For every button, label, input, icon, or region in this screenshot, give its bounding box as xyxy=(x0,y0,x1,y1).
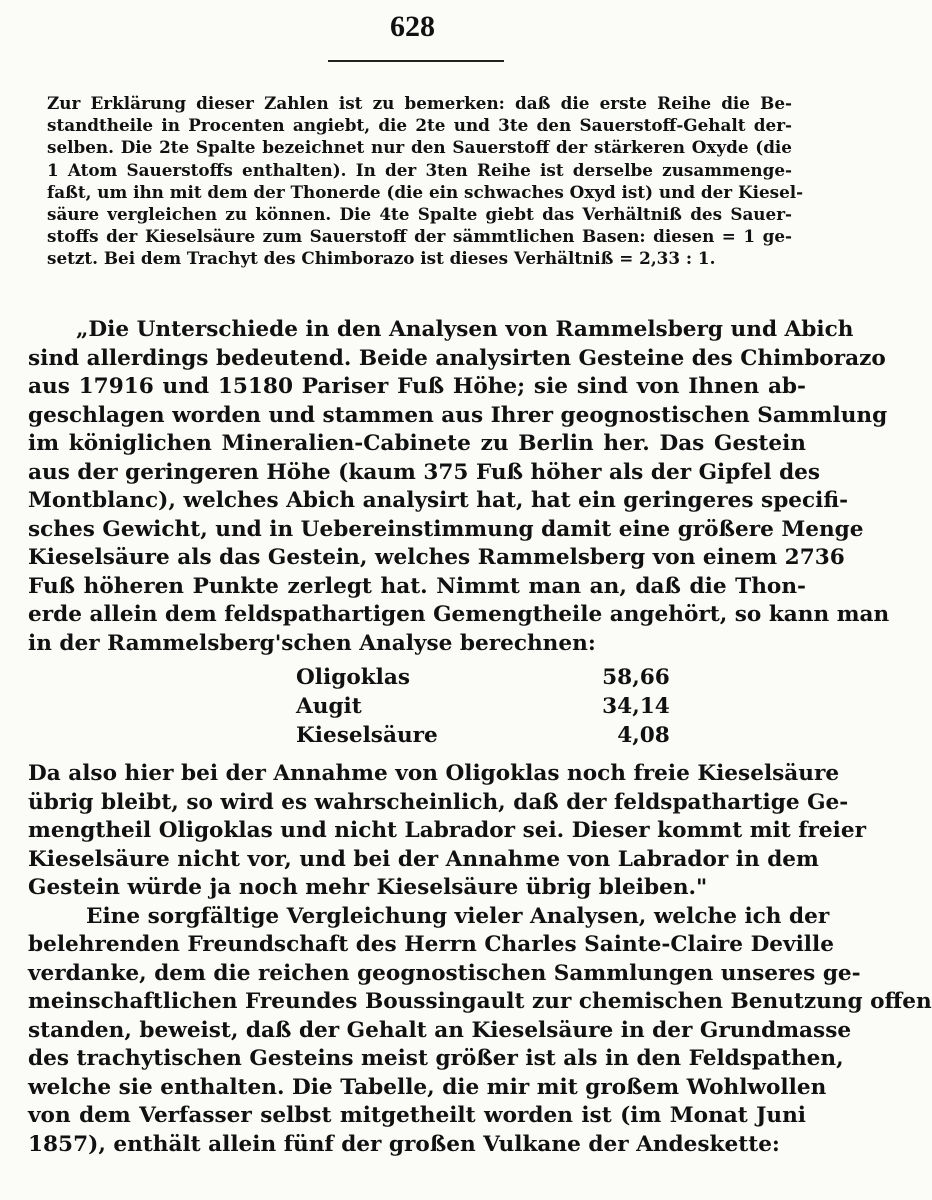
mineral-name: Oligoklas xyxy=(296,665,411,690)
text-line: 1857), enthält allein fünf der großen Vulkane der Andeskette: xyxy=(28,1131,780,1157)
table-row xyxy=(296,692,670,721)
text-line: geschlagen worden und stammen aus Ihrer geognostischen Sammlung xyxy=(28,402,888,428)
mineral-name: Augit xyxy=(296,694,362,719)
text-line: Montblanc), welches Abich analysirt hat, hat ein geringeres specifi- xyxy=(28,488,849,513)
note-line: Zur Erklärung dieser Zahlen ist zu bemerken: daß die erste Reihe die Be- xyxy=(47,93,792,113)
note-line: standtheile in Procenten angiebt, die 2te und 3te den Sauerstoff-Gehalt der- xyxy=(47,115,792,136)
text-line: Kieselsäure als das Gestein, welches Rammelsberg von einem 2736 xyxy=(28,545,845,570)
quotation-paragraph xyxy=(28,316,890,658)
text-line: sches Gewicht, und in Uebereinstimmung damit eine größere Menge xyxy=(28,516,864,542)
table-row xyxy=(296,663,670,692)
mineral-name: Kieselsäure xyxy=(296,723,438,748)
text-line: übrig bleibt, so wird es wahrscheinlich, daß der feldspathartige Ge- xyxy=(28,789,849,815)
mineral-composition-table xyxy=(296,663,670,750)
text-line: des trachytischen Gesteins meist größer ist als in den Feldspathen, xyxy=(28,1046,844,1071)
text-line: Eine sorgfältige Vergleichung vieler Analysen, welche ich der xyxy=(86,903,830,929)
text-line: erde allein dem feldspathartigen Gemengtheile angehört, so kann man xyxy=(28,602,890,627)
note-line: faßt, um ihn mit dem der Thonerde (die ein schwaches Oxyd ist) und der Kiesel- xyxy=(47,181,804,202)
note-line: stoffs der Kieselsäure zum Sauerstoff der sämmtlichen Basen: diesen = 1 ge- xyxy=(47,226,792,247)
text-line: im königlichen Mineralien-Cabinete zu Berlin her. Das Gestein xyxy=(28,431,806,456)
text-line: in der Rammelsberg'schen Analyse berechnen: xyxy=(28,630,596,656)
text-line: „Die Unterschiede in den Analysen von Rammelsberg und Abich xyxy=(76,317,854,342)
footnote-block xyxy=(47,92,804,270)
text-line: meinschaftlichen Freundes Boussingault zur chemischen Benutzung offen xyxy=(28,989,932,1014)
text-line: Da also hier bei der Annahme von Oligoklas noch freie Kieselsäure xyxy=(28,761,840,786)
text-line: verdanke, dem die reichen geognostischen Sammlungen unseres ge- xyxy=(28,960,861,986)
note-line: säure vergleichen zu können. Die 4te Spalte giebt das Verhältniß des Sauer- xyxy=(47,204,792,225)
text-line: aus 17916 und 15180 Pariser Fuß Höhe; sie sind von Ihnen ab- xyxy=(28,374,806,399)
text-line: Gestein würde ja noch mehr Kieselsäure übrig bleiben." xyxy=(28,875,708,900)
text-line: Fuß höheren Punkte zerlegt hat. Nimmt man an, daß die Thon- xyxy=(28,573,806,599)
text-line: aus der geringeren Höhe (kaum 375 Fuß höher als der Gipfel des xyxy=(28,459,821,485)
text-line: von dem Verfasser selbst mitgetheilt worden ist (im Monat Juni xyxy=(28,1103,806,1128)
table-row xyxy=(296,721,670,750)
note-line: setzt. Bei dem Trachyt des Chimborazo ist dieses Verhältniß = 2,33 : 1. xyxy=(47,248,716,269)
body-paragraphs xyxy=(28,760,932,1159)
note-line: selben. Die 2te Spalte bezeichnet nur den Sauerstoff der stärkeren Oxyde (die xyxy=(47,137,792,158)
text-line: belehrenden Freundschaft des Herrn Charles Sainte-Claire Deville xyxy=(28,932,834,957)
text-line: sind allerdings bedeutend. Beide analysirten Gesteine des Chimborazo xyxy=(28,345,886,371)
mineral-value: 58,66 xyxy=(602,665,670,690)
text-line: standen, beweist, daß der Gehalt an Kieselsäure in der Grundmasse xyxy=(28,1017,852,1043)
text-line: mengtheil Oligoklas und nicht Labrador sei. Dieser kommt mit freier xyxy=(28,818,866,843)
text-line: welche sie enthalten. Die Tabelle, die mir mit großem Wohlwollen xyxy=(28,1074,827,1100)
mineral-value: 34,14 xyxy=(602,694,670,719)
note-line: 1 Atom Sauerstoffs enthalten). In der 3ten Reihe ist derselbe zusammenge- xyxy=(47,159,792,180)
mineral-value: 4,08 xyxy=(617,723,670,748)
header-rule xyxy=(328,60,504,62)
page-number: 628 xyxy=(390,10,435,43)
text-line: Kieselsäure nicht vor, und bei der Annahme von Labrador in dem xyxy=(28,846,819,872)
